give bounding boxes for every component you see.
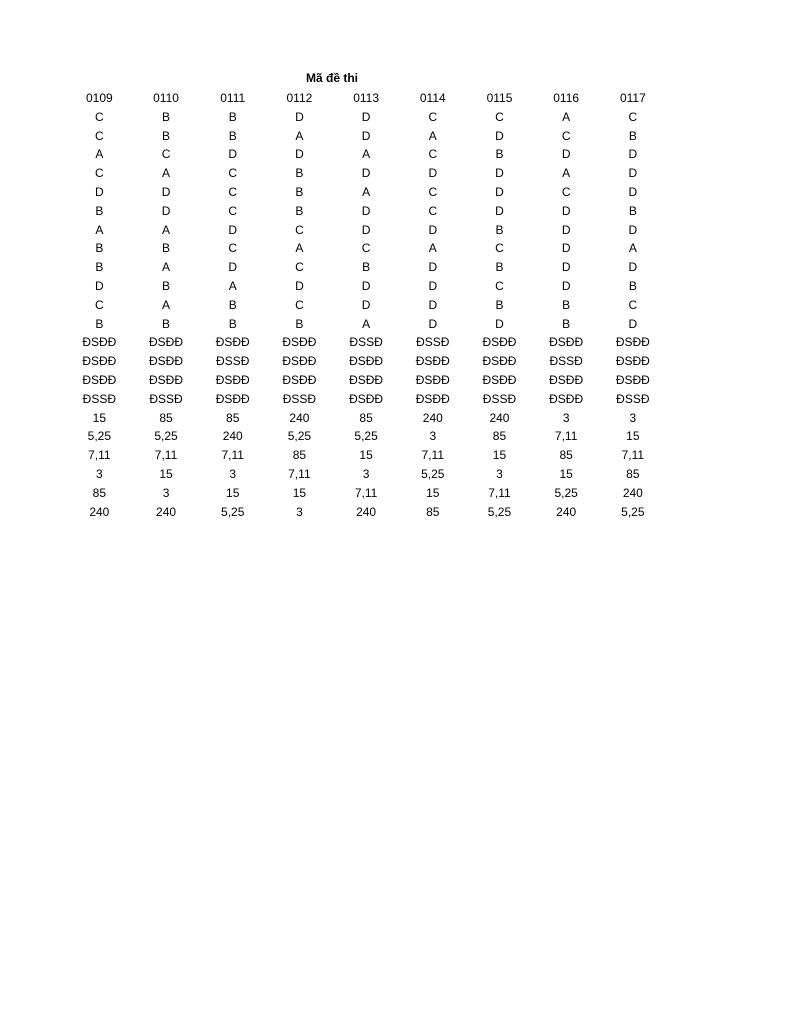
answer-cell: ĐSĐĐ: [215, 372, 250, 387]
answer-cell: ĐSSĐ: [416, 335, 450, 350]
answer-cell: D: [495, 166, 504, 181]
answer-cell: C: [95, 128, 104, 143]
answer-cell: D: [561, 241, 571, 256]
answer-cell: ĐSSĐ: [149, 391, 183, 406]
answer-cell: C: [561, 184, 571, 199]
answer-row: [66, 503, 666, 522]
answer-cell: ĐSĐĐ: [482, 335, 517, 350]
answer-cell: B: [162, 128, 171, 143]
answer-cell: D: [495, 184, 504, 199]
answer-cell: 15: [559, 466, 573, 481]
answer-cell: A: [228, 278, 237, 293]
answer-cell: C: [428, 109, 438, 124]
answer-cell: 15: [626, 429, 640, 444]
answer-cell: B: [162, 278, 171, 293]
answer-cell: B: [628, 203, 637, 218]
answer-cell: D: [428, 222, 438, 237]
answer-row: [66, 108, 666, 127]
answer-cell: 5,25: [87, 429, 112, 444]
answer-row: [66, 127, 666, 146]
answer-cell: 5,25: [554, 485, 578, 500]
answer-cell: ĐSĐĐ: [415, 372, 450, 387]
answer-cell: ĐSSĐ: [216, 354, 250, 369]
answer-cell: B: [495, 297, 504, 312]
answer-cell: ĐSĐĐ: [282, 335, 317, 350]
answer-cell: D: [295, 147, 304, 162]
answer-cell: D: [361, 222, 371, 237]
answer-row: [66, 183, 666, 202]
answer-cell: 85: [159, 410, 173, 425]
answer-cell: 85: [426, 504, 440, 519]
answer-cell: D: [628, 316, 638, 331]
answer-cell: D: [228, 147, 238, 162]
exam-code-row: [66, 89, 666, 108]
answer-cell: C: [561, 128, 571, 143]
answer-row: [66, 484, 666, 503]
answer-cell: 5,25: [154, 429, 178, 444]
answer-cell: B: [95, 260, 104, 275]
answer-cell: C: [361, 241, 371, 256]
exam-code-header: 0114: [419, 91, 446, 105]
answer-cell: D: [361, 297, 371, 312]
answer-cell: 240: [556, 504, 577, 519]
answer-cell: 240: [222, 429, 243, 444]
answer-cell: B: [628, 128, 637, 143]
exam-code-header: 0113: [353, 91, 379, 105]
answer-cell: B: [228, 109, 237, 124]
answer-row: [66, 277, 666, 296]
answer-row: [66, 164, 666, 183]
answer-cell: D: [628, 222, 638, 237]
answer-row: [66, 371, 666, 390]
answer-cell: 240: [89, 504, 110, 519]
answer-cell: D: [628, 184, 638, 199]
answer-row: [66, 427, 666, 446]
answer-cell: ĐSSĐ: [282, 391, 317, 406]
answer-cell: B: [562, 316, 571, 331]
answer-cell: B: [295, 184, 304, 199]
answer-cell: 85: [226, 410, 240, 425]
answer-cell: 5,25: [487, 504, 512, 519]
answer-cell: 7,11: [288, 466, 311, 481]
answer-cell: B: [495, 222, 504, 237]
answer-cell: B: [228, 316, 237, 331]
answer-cell: 3: [96, 466, 103, 481]
answer-cell: ĐSĐĐ: [149, 372, 184, 387]
answer-cell: ĐSĐĐ: [82, 372, 117, 387]
answer-cell: 5,25: [221, 504, 245, 519]
answer-cell: B: [228, 297, 237, 312]
answer-cell: D: [628, 260, 638, 275]
answer-cell: ĐSĐĐ: [482, 372, 517, 387]
answer-row: [66, 333, 666, 352]
answer-cell: 7,11: [488, 485, 511, 500]
answer-cell: 3: [496, 466, 503, 481]
answer-row: [66, 446, 666, 465]
answer-cell: B: [228, 128, 237, 143]
answer-cell: D: [495, 203, 504, 218]
answer-cell: A: [362, 147, 371, 162]
answer-cell: ĐSĐĐ: [549, 391, 584, 406]
answer-cell: A: [295, 128, 304, 143]
answer-cell: 3: [629, 410, 637, 425]
table-header: [66, 89, 666, 108]
answer-cell: D: [361, 203, 371, 218]
answer-cell: 85: [359, 410, 373, 425]
answer-cell: D: [295, 109, 304, 124]
answer-cell: ĐSĐĐ: [615, 335, 650, 350]
answer-cell: 240: [356, 504, 377, 519]
answer-cell: C: [295, 222, 304, 237]
answer-cell: 7,11: [554, 429, 578, 444]
answer-cell: ĐSĐĐ: [82, 335, 117, 350]
answer-cell: ĐSĐĐ: [282, 372, 317, 387]
answer-cell: ĐSSĐ: [616, 391, 650, 406]
answer-cell: D: [561, 260, 571, 275]
answer-row: [66, 239, 666, 258]
answer-cell: ĐSĐĐ: [615, 372, 650, 387]
answer-cell: ĐSSĐ: [482, 391, 517, 406]
answer-cell: B: [162, 241, 171, 256]
answer-row: [66, 145, 666, 164]
answer-cell: C: [495, 278, 504, 293]
answer-cell: A: [162, 222, 171, 237]
exam-code-header: 0117: [619, 91, 646, 105]
answer-cell: 7,11: [88, 448, 111, 463]
answer-cell: C: [228, 203, 238, 218]
answer-cell: D: [628, 166, 638, 181]
answer-cell: D: [428, 278, 438, 293]
exam-code-header: 0116: [553, 91, 580, 105]
answer-cell: 7,11: [221, 448, 244, 463]
answer-row: [66, 352, 666, 371]
answer-cell: C: [95, 297, 104, 312]
answer-cell: A: [428, 241, 437, 256]
answer-cell: A: [362, 316, 371, 331]
answer-cell: D: [228, 222, 238, 237]
answer-cell: 5,25: [621, 504, 645, 519]
answer-cell: B: [362, 260, 371, 275]
answer-cell: 240: [156, 504, 177, 519]
answer-cell: D: [495, 316, 504, 331]
answer-cell: C: [95, 166, 104, 181]
answer-cell: ĐSĐĐ: [282, 354, 317, 369]
answer-cell: A: [95, 147, 104, 162]
answer-cell: ĐSĐĐ: [149, 354, 184, 369]
answer-cell: B: [495, 260, 504, 275]
answer-cell: A: [628, 241, 637, 256]
answer-cell: 15: [226, 485, 240, 500]
answer-cell: D: [428, 166, 438, 181]
answer-cell: ĐSĐĐ: [215, 391, 250, 406]
answer-cell: B: [495, 147, 504, 162]
answer-row: [66, 315, 666, 334]
answer-cell: ĐSĐĐ: [549, 372, 584, 387]
answer-cell: A: [95, 222, 104, 237]
answer-cell: 240: [422, 410, 443, 425]
answer-cell: 15: [292, 485, 307, 500]
answer-cell: B: [95, 241, 104, 256]
answer-cell: C: [495, 241, 504, 256]
answer-cell: 15: [426, 485, 440, 500]
answer-cell: C: [628, 109, 638, 124]
answer-cell: C: [628, 297, 638, 312]
answer-cell: B: [95, 203, 104, 218]
answer-cell: 15: [359, 448, 373, 463]
exam-code-header: 0112: [286, 91, 313, 105]
exam-code-header: 0109: [85, 91, 113, 105]
answer-cell: B: [295, 203, 304, 218]
answer-cell: D: [428, 260, 438, 275]
answer-cell: B: [162, 109, 171, 124]
answer-cell: ĐSSĐ: [82, 391, 117, 406]
answer-cell: ĐSĐĐ: [82, 354, 117, 369]
answer-cell: A: [428, 128, 437, 143]
answer-cell: A: [162, 260, 171, 275]
answer-cell: 85: [626, 466, 640, 481]
answer-cell: C: [428, 203, 438, 218]
answer-cell: A: [162, 166, 171, 181]
answer-cell: 15: [159, 466, 173, 481]
answer-cell: D: [361, 109, 371, 124]
answer-cell: C: [228, 166, 238, 181]
answer-cell: B: [95, 316, 104, 331]
answer-row: [66, 202, 666, 221]
answer-cell: 85: [92, 485, 107, 500]
answer-cell: D: [161, 184, 171, 199]
answer-cell: C: [95, 109, 104, 124]
answer-cell: ĐSĐĐ: [349, 354, 384, 369]
answer-cell: ĐSĐĐ: [415, 354, 450, 369]
answer-cell: C: [495, 109, 504, 124]
answer-cell: 3: [296, 504, 303, 519]
answer-cell: A: [562, 166, 571, 181]
answer-cell: 3: [562, 410, 570, 425]
answer-cell: 3: [162, 485, 170, 500]
answer-cell: A: [162, 297, 171, 312]
answer-cell: ĐSĐĐ: [415, 391, 450, 406]
answer-cell: D: [428, 297, 438, 312]
answer-row: [66, 465, 666, 484]
answer-cell: D: [95, 278, 104, 293]
answer-cell: 240: [622, 485, 643, 500]
answer-cell: A: [562, 109, 571, 124]
answer-cell: D: [561, 147, 571, 162]
answer-cell: C: [295, 297, 304, 312]
answer-rows: [66, 108, 666, 522]
answer-cell: D: [561, 203, 571, 218]
answer-cell: C: [428, 184, 438, 199]
page-title: Mã đề thi: [305, 71, 358, 85]
answer-cell: 3: [229, 466, 237, 481]
answer-row: [66, 296, 666, 315]
answer-cell: D: [561, 278, 571, 293]
answer-cell: D: [361, 278, 371, 293]
answer-key-table: [66, 89, 666, 521]
answer-cell: 7,11: [354, 485, 378, 500]
exam-code-header: 0110: [153, 91, 179, 105]
answer-cell: 3: [362, 466, 370, 481]
answer-cell: D: [628, 147, 638, 162]
answer-cell: D: [95, 184, 104, 199]
answer-cell: C: [161, 147, 171, 162]
answer-row: [66, 409, 666, 428]
answer-cell: B: [562, 297, 571, 312]
answer-cell: ĐSSĐ: [349, 335, 383, 350]
answer-cell: 240: [489, 410, 510, 425]
answer-cell: A: [362, 184, 371, 199]
answer-cell: 7,11: [421, 448, 445, 463]
answer-cell: D: [428, 316, 438, 331]
answer-cell: 85: [559, 448, 573, 463]
answer-cell: ĐSĐĐ: [615, 354, 650, 369]
answer-row: [66, 258, 666, 277]
answer-cell: 5,25: [287, 429, 312, 444]
answer-cell: ĐSĐĐ: [549, 335, 584, 350]
answer-cell: 7,11: [621, 448, 645, 463]
answer-cell: ĐSĐĐ: [482, 354, 517, 369]
answer-cell: 15: [492, 448, 507, 463]
answer-cell: ĐSSĐ: [549, 354, 583, 369]
answer-cell: D: [295, 278, 304, 293]
answer-cell: D: [361, 166, 371, 181]
answer-cell: B: [628, 278, 637, 293]
answer-cell: ĐSĐĐ: [215, 335, 250, 350]
answer-cell: A: [295, 241, 304, 256]
answer-cell: D: [361, 128, 371, 143]
answer-cell: D: [228, 260, 238, 275]
exam-code-header: 0111: [220, 91, 246, 105]
answer-cell: B: [162, 316, 171, 331]
answer-cell: 5,25: [421, 466, 445, 481]
answer-cell: D: [161, 203, 171, 218]
answer-cell: D: [561, 222, 571, 237]
answer-cell: 5,25: [354, 429, 378, 444]
answer-cell: D: [495, 128, 504, 143]
answer-cell: 15: [92, 410, 107, 425]
answer-cell: C: [228, 184, 238, 199]
answer-cell: C: [428, 147, 438, 162]
answer-cell: 3: [429, 429, 437, 444]
answer-cell: B: [295, 166, 304, 181]
answer-row: [66, 390, 666, 409]
answer-cell: 240: [289, 410, 310, 425]
answer-row: [66, 221, 666, 240]
answer-cell: 7,11: [154, 448, 178, 463]
answer-cell: C: [295, 260, 304, 275]
answer-cell: ĐSĐĐ: [149, 335, 184, 350]
exam-code-header: 0115: [486, 91, 513, 105]
answer-cell: ĐSĐĐ: [349, 391, 384, 406]
answer-cell: 85: [492, 429, 507, 444]
answer-cell: 85: [292, 448, 307, 463]
answer-cell: B: [295, 316, 304, 331]
answer-cell: ĐSĐĐ: [349, 372, 384, 387]
answer-cell: C: [228, 241, 238, 256]
